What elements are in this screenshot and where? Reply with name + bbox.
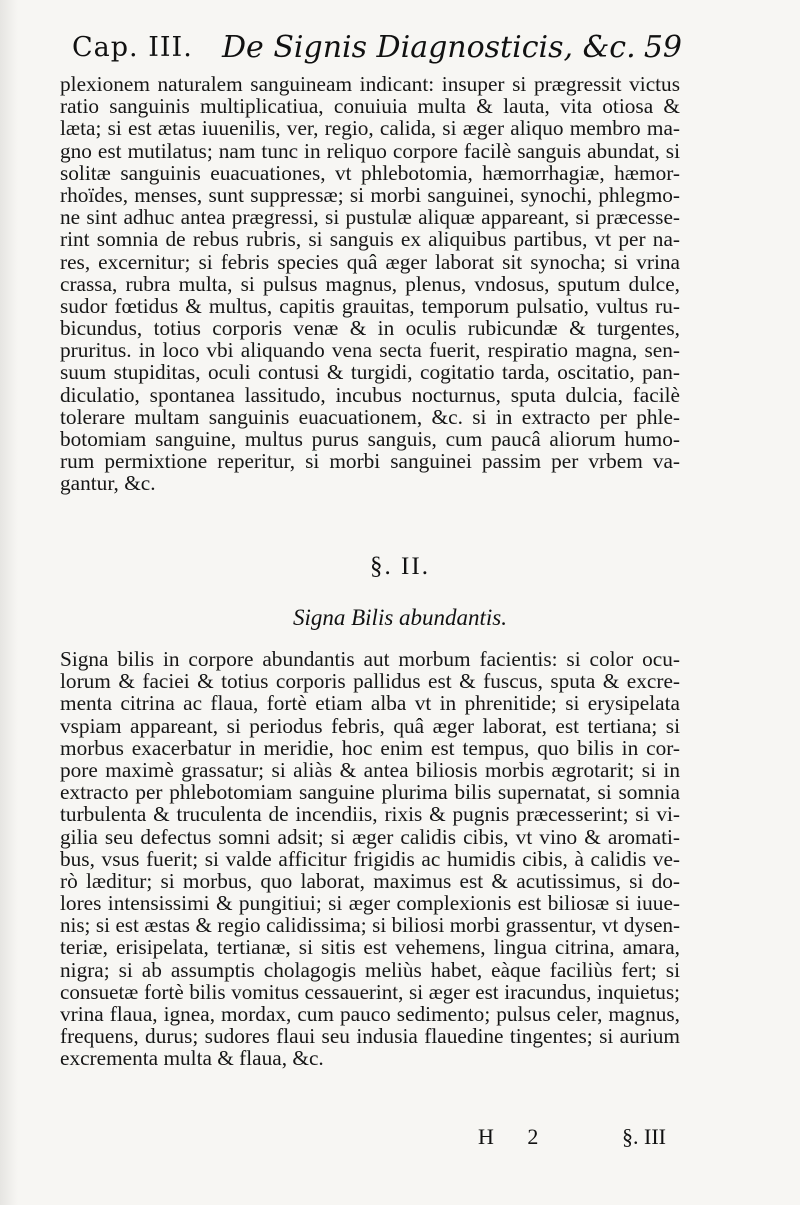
running-header	[62, 30, 702, 74]
text-line: vrina flaua, ignea, mordax, cum pauco sedimento; pulsus celer, magnus,	[60, 1002, 680, 1026]
text-line: suum stupiditas, oculi contusi & turgidi, cogitatio tarda, oscitatio, pan-	[60, 360, 680, 385]
text-line: Signa bilis in corpore abundantis aut morbum facientis: si color ocu-	[60, 647, 680, 671]
text-line: morbus exacerbatur in meridie, hoc enim est tempus, quo bilis in cor-	[60, 735, 680, 760]
text-line: frequens, durus; sudores flaui seu indusia flauedine tingentes; si aurium	[60, 1024, 680, 1049]
text-line: ne sint adhuc antea prægressi, si pustulæ aliquæ appareant, si præcesse-	[60, 205, 680, 230]
text-line: res, excernitur; si febris species quâ æger laborat sit synocha; si vrina	[60, 249, 680, 274]
text-line: læta; si est ætas iuuenilis, ver, regio, calida, si æger aliquo membro ma-	[60, 116, 680, 141]
text-line: rum permixtione reperitur, si morbi sanguinei passim per vrbem va-	[60, 449, 680, 474]
text-line: diculatio, spontanea lassitudo, incubus nocturnus, sputa dulcia, facilè	[60, 382, 680, 407]
text-line: menta citrina ac flaua, fortè etiam alba vt in phrenitide; si erysipelata	[60, 691, 680, 716]
chapter-heading: Cap. III.	[72, 32, 193, 63]
text-line: bicundus, totius corporis venæ & in oculis rubicundæ & turgentes,	[60, 316, 680, 341]
text-line: rint somnia de rebus rubris, si sanguis ex aliquibus partibus, vt per na-	[60, 227, 680, 252]
text-line: botomiam sanguine, multus purus sanguis, cum paucâ aliorum humo-	[60, 427, 680, 451]
text-line: gno est mutilatus; nam tunc in reliquo corpore facilè sanguis abundat, si	[60, 138, 680, 163]
text-line: solitæ sanguinis euacuationes, vt phlebotomia, hæmorrhagiæ, hæmor-	[60, 160, 680, 185]
text-line: vspiam appareant, si periodus febris, quâ æger laborat, est tertiana; si	[60, 713, 680, 738]
text-line: bus, vsus fuerit; si valde afficitur frigidis ac humidis cibis, à calidis ve-	[60, 846, 680, 871]
text-line: turbulenta & truculenta de incendiis, rixis & pugnis præcesserint; si vi-	[60, 802, 680, 827]
text-line: excrementa multa & flaua, &c.	[60, 1046, 324, 1071]
running-title: De Signis Diagnosticis, &c.	[222, 30, 636, 65]
section-title: Signa Bilis abundantis.	[292, 605, 508, 630]
text-line: rò læditur; si morbus, quo laborat, maximus est & acutissimus, si do-	[60, 868, 680, 893]
text-line: tolerare multam sanguinis euacuationem, &c. si in extracto per phle-	[60, 404, 680, 429]
text-line: lores intensissimi & pungitiui; si æger complexionis est biliosæ si iuue-	[60, 891, 680, 916]
page-number: 59	[643, 30, 682, 65]
page-footer	[0, 1120, 800, 1156]
text-line: consuetæ fortè bilis vomitus cessauerint, si æger est iracundus, inquietus;	[60, 979, 680, 1004]
body-text-bottom	[60, 648, 680, 1070]
text-line: ratio sanguinis multiplicatiua, conuiuia multa & lauta, vita otiosa &	[60, 94, 680, 119]
text-line: pore maximè grassatur; si aliàs & antea biliosis morbis ægrotarit; si in	[60, 757, 680, 782]
text-line: teriæ, erisipelata, tertianæ, si sitis est vehemens, lingua citrina, amara,	[60, 935, 680, 960]
text-line: rhoïdes, menses, sunt suppressæ; si morbi sanguinei, synochi, phlegmo-	[60, 182, 680, 207]
text-line: nigra; si ab assumptis cholagogis meliùs habet, eàque faciliùs fert; si	[60, 957, 680, 982]
text-line: pruritus. in loco vbi aliquando vena secta fuerit, respiratio magna, sen-	[60, 338, 680, 363]
text-line: sudor fœtidus & multus, capitis grauitas, temporum pulsatio, vultus ru-	[60, 293, 680, 318]
text-line: crassa, rubra multa, si pulsus magnus, plenus, vndosus, sputum dulce,	[60, 271, 680, 296]
text-line: nis; si est æstas & regio calidissima; si biliosi morbi grassentur, vt dysen-	[60, 913, 680, 938]
signature-mark: H 2	[478, 1124, 553, 1149]
text-line: lorum & faciei & totius corporis pallidus est & fuscus, sputa & excre-	[60, 669, 680, 694]
text-line: plexionem naturalem sanguineam indicant: insuper si prægressit victus	[60, 72, 680, 96]
body-text-top	[60, 73, 680, 495]
text-line: gantur, &c.	[60, 471, 156, 496]
catchword: §. III	[622, 1124, 666, 1149]
section-number: §. II.	[370, 553, 430, 580]
text-line: extracto per phlebotomiam sanguine plurima bilis supernatat, si somnia	[60, 780, 680, 805]
text-line: gilia seu defectus somni adsit; si æger calidis cibis, vt vino & aromati-	[60, 824, 680, 849]
